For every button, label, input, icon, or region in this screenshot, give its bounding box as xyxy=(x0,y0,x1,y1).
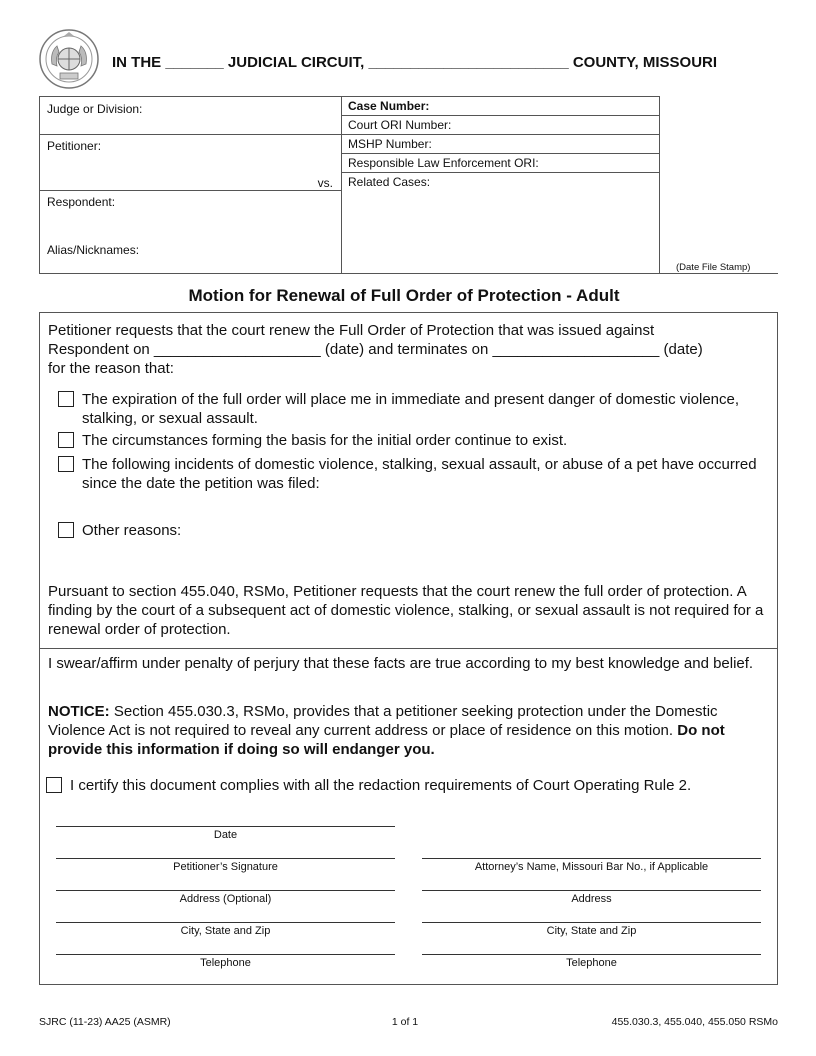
reason-other-checkbox[interactable] xyxy=(58,522,74,538)
reason-immediate-danger xyxy=(58,390,770,428)
petitioner-signature-line[interactable] xyxy=(56,858,395,859)
reason-incidents-checkbox[interactable] xyxy=(58,456,74,472)
notice-paragraph xyxy=(48,702,772,759)
attorney-city-line[interactable] xyxy=(422,922,761,923)
date-stamp-label: (Date File Stamp) xyxy=(676,262,751,273)
petitioner-city-line[interactable] xyxy=(56,922,395,923)
petitioner-city-label: City, State and Zip xyxy=(180,925,271,937)
related-cases-label: Related Cases: xyxy=(348,175,431,189)
vs-label: vs. xyxy=(317,176,333,190)
court-header-title: IN THE _______ JUDICIAL CIRCUIT, ________________________ COUNTY, MISSOURI xyxy=(112,54,718,71)
request-intro-line-1: Petitioner requests that the court renew the Full Order of Protection that was issued against xyxy=(48,322,655,339)
motion-body-box xyxy=(39,312,778,985)
swear-affirm-paragraph: I swear/affirm under penalty of perjury that these facts are true according to my best knowledge and belief. xyxy=(48,655,754,672)
mshp-number-label: MSHP Number: xyxy=(342,135,659,154)
petitioner-telephone-label: Telephone xyxy=(200,957,251,969)
notice-text: Section 455.030.3, RSMo, provides that a petitioner seeking protection under the Domestic Violence Act is not required to reveal any current address or place of residence on this motion. xyxy=(48,703,718,739)
request-intro-line-3: for the reason that: xyxy=(48,360,174,377)
attorney-name-line[interactable] xyxy=(422,858,761,859)
date-line[interactable] xyxy=(56,826,395,827)
reason-circumstances-checkbox[interactable] xyxy=(58,432,74,448)
attorney-telephone-label: Telephone xyxy=(566,957,617,969)
certify-redaction-checkbox[interactable] xyxy=(46,777,62,793)
petitioner-address-label: Address (Optional) xyxy=(179,893,272,905)
attorney-address-line[interactable] xyxy=(422,890,761,891)
respondent-label: Respondent: xyxy=(47,195,116,209)
attorney-telephone-line[interactable] xyxy=(422,954,761,955)
alias-label: Alias/Nicknames: xyxy=(47,243,140,257)
certify-redaction-text: I certify this document complies with all the redaction requirements of Court Operating Rule 2. xyxy=(70,777,692,794)
reason-incidents-occurred xyxy=(58,455,770,493)
footer-statutes: 455.030.3, 455.040, 455.050 RSMo xyxy=(611,1016,778,1028)
court-ori-label: Court ORI Number: xyxy=(342,116,659,135)
date-stamp-line xyxy=(660,273,778,274)
notice-label: NOTICE: xyxy=(48,703,110,720)
request-intro xyxy=(48,321,772,378)
reason-other xyxy=(58,521,770,540)
reason-incidents-text: The following incidents of domestic violence, stalking, sexual assault, or abuse of a pet have occurred since the date the petition was filed: xyxy=(82,456,757,492)
section-divider xyxy=(40,648,777,649)
missouri-seal-icon xyxy=(38,28,100,90)
footer-form-id: SJRC (11-23) AA25 (ASMR) xyxy=(39,1016,171,1028)
reason-circumstances-continue xyxy=(58,431,770,450)
attorney-name-label: Attorney’s Name, Missouri Bar No., if Applicable xyxy=(474,861,709,873)
date-label: Date xyxy=(213,829,238,841)
reason-immediate-danger-checkbox[interactable] xyxy=(58,391,74,407)
certify-redaction xyxy=(46,776,758,795)
reason-circumstances-text: The circumstances forming the basis for the initial order continue to exist. xyxy=(82,432,568,449)
petitioner-telephone-line[interactable] xyxy=(56,954,395,955)
judge-label: Judge or Division: xyxy=(47,102,143,116)
form-title: Motion for Renewal of Full Order of Protection - Adult xyxy=(188,286,620,305)
petitioner-label: Petitioner: xyxy=(47,139,102,153)
pursuant-paragraph: Pursuant to section 455.040, RSMo, Petitioner requests that the court renew the full order of protection. A finding by the court of a subsequent act of domestic violence, stalking, or sexual assault is not required for a renewal order of protection. xyxy=(48,583,764,638)
footer-page-number: 1 of 1 xyxy=(391,1016,419,1028)
request-intro-line-2: Respondent on ____________________ (date) and terminates on ____________________ (date) xyxy=(48,341,703,358)
law-enforcement-ori-label: Responsible Law Enforcement ORI: xyxy=(342,154,659,173)
case-number-label: Case Number: xyxy=(342,97,659,116)
notice-warning: Do not provide this information if doing so will endanger you. xyxy=(48,722,725,758)
petitioner-signature-label: Petitioner’s Signature xyxy=(173,861,278,873)
parties-section xyxy=(40,97,342,273)
reason-immediate-danger-text: The expiration of the full order will place me in immediate and present danger of domestic violence, stalking, or sexual assault. xyxy=(82,391,740,427)
attorney-address-label: Address xyxy=(571,893,612,905)
petitioner-address-line[interactable] xyxy=(56,890,395,891)
case-numbers-section xyxy=(342,97,659,273)
reason-other-text: Other reasons: xyxy=(82,522,182,539)
case-info-box xyxy=(39,96,660,274)
attorney-city-label: City, State and Zip xyxy=(546,925,637,937)
